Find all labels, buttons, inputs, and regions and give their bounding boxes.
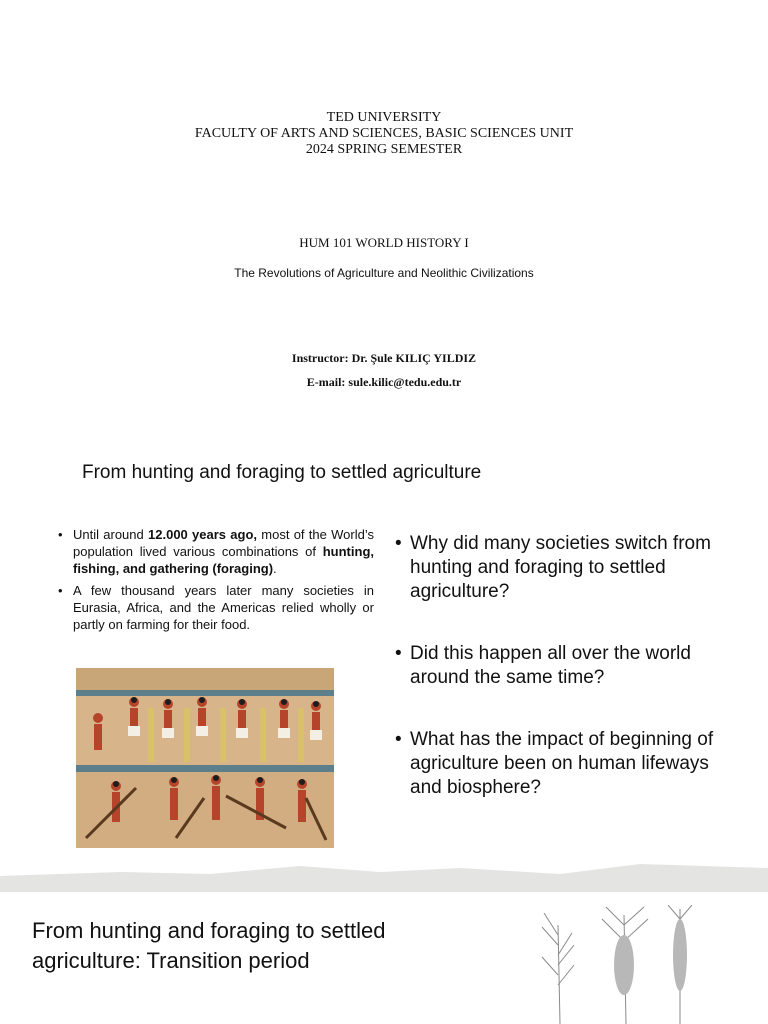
question-2: • Did this happen all over the world around the same time? <box>395 642 735 690</box>
slide2-title: From hunting and foraging to settled agriculture <box>82 462 482 483</box>
university-name: TED UNIVERSITY <box>326 110 442 125</box>
slide3-title-line-2: agriculture: Transition period <box>32 948 310 973</box>
wheat-ears-icon <box>530 905 710 1024</box>
instructor-block <box>0 346 768 394</box>
egyptian-harvest-painting-icon <box>76 668 334 848</box>
instructor-name: Instructor: Dr. Şule KILIÇ YILDIZ <box>291 351 477 365</box>
course-code: HUM 101 WORLD HISTORY I <box>299 235 469 250</box>
context-bullets <box>58 526 374 638</box>
semester: 2024 SPRING SEMESTER <box>305 142 463 157</box>
context-bullet-1 <box>58 526 374 577</box>
faculty-name: FACULTY OF ARTS AND SCIENCES, BASIC SCIENCES UNIT <box>194 126 574 141</box>
institution-header <box>0 110 768 158</box>
lecture-subtitle: The Revolutions of Agriculture and Neolithic Civilizations <box>234 266 534 280</box>
torn-paper-edge <box>0 862 768 902</box>
text-run: most of the World’s population lived various combinations of <box>73 527 374 559</box>
context-bullet-2: • A few thousand years later many societies in Eurasia, Africa, and the Americas relied wholly or partly on farming for their food. <box>58 582 374 633</box>
question-bullets <box>395 532 735 838</box>
text-run: Until around <box>73 527 149 542</box>
question-1: • Why did many societies switch from hunting and foraging to settled agriculture? <box>395 532 735 604</box>
instructor-email: E-mail: sule.kilic@tedu.edu.tr <box>306 375 462 389</box>
emphasis-foraging: hunting, fishing, and gathering (foraging) <box>73 544 374 576</box>
slide3-title-line-1: From hunting and foraging to settled <box>32 918 386 943</box>
emphasis-years: 12.000 years ago, <box>148 527 257 542</box>
slide3-title <box>32 916 385 976</box>
question-3: • What has the impact of beginning of agriculture been on human lifeways and biosphere? <box>395 728 735 800</box>
text-run: . <box>273 561 277 576</box>
